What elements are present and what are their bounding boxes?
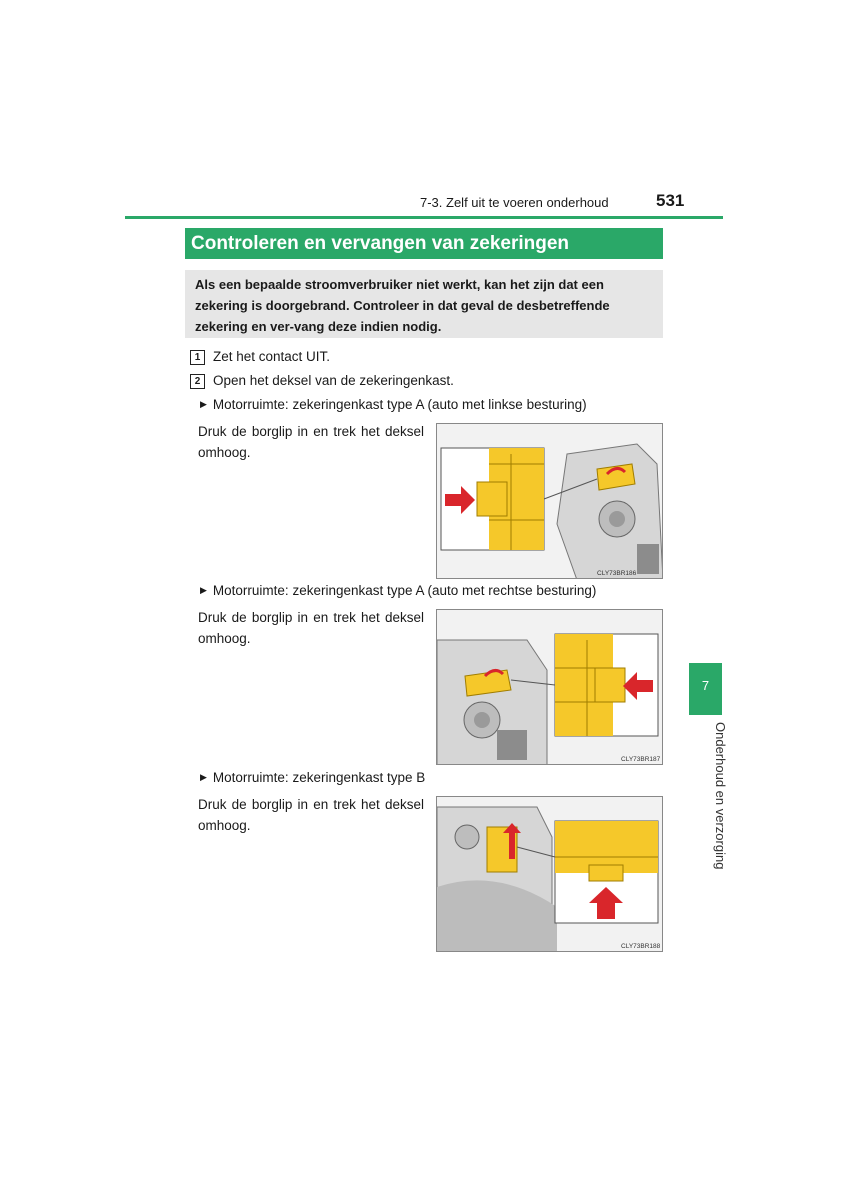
instruction-text: Druk de borglip in en trek het deksel omhoog. [198, 610, 424, 646]
bullet-fusebox-a-rhd [200, 583, 596, 598]
figure-code: CLY73BR186 [597, 570, 637, 577]
step-text: Zet het contact UIT. [213, 349, 331, 364]
triangle-bullet-icon: ▶ [200, 585, 207, 595]
engine-illustration [437, 424, 663, 579]
engine-illustration [437, 610, 663, 765]
bullet-text: Motorruimte: zekeringenkast type A (auto met rechtse besturing) [212, 583, 597, 598]
page-number: 531 [656, 191, 685, 210]
figure-fusebox-b [436, 796, 663, 952]
figure-code: CLY73BR188 [621, 943, 661, 950]
chapter-label: Onderhoud en verzorging [713, 722, 728, 870]
bullet-fusebox-a-lhd [200, 397, 587, 412]
header-divider [125, 216, 723, 219]
instruction-text: Druk de borglip in en trek het deksel omhoog. [198, 424, 424, 460]
bullet-fusebox-b [200, 770, 425, 785]
figure-fusebox-a-rhd [436, 609, 663, 765]
figure-code: CLY73BR187 [621, 756, 661, 763]
figure-fusebox-a-lhd [436, 423, 663, 579]
step-2 [190, 373, 454, 389]
engine-illustration [437, 797, 663, 952]
section-header: 7-3. Zelf uit te voeren onderhoud [420, 195, 609, 210]
triangle-bullet-icon: ▶ [200, 772, 207, 782]
triangle-bullet-icon: ▶ [200, 399, 207, 409]
step-text: Open het deksel van de zekeringenkast. [213, 373, 454, 388]
bullet-text: Motorruimte: zekeringenkast type A (auto met linkse besturing) [212, 397, 587, 412]
page-title: Controleren en vervangen van zekeringen [185, 228, 663, 259]
intro-box: Als een bepaalde stroomverbruiker niet werkt, kan het zijn dat een zekering is doorgebrand. Controleer in dat geval de desbetreffende zekering en ver-vang deze indien nodig. [185, 270, 663, 338]
chapter-tab: 7 [689, 663, 722, 715]
bullet-text: Motorruimte: zekeringenkast type B [212, 770, 426, 785]
instruction-text: Druk de borglip in en trek het deksel omhoog. [198, 797, 424, 833]
step-number: 1 [190, 350, 205, 365]
step-1 [190, 349, 330, 365]
step-number: 2 [190, 374, 205, 389]
